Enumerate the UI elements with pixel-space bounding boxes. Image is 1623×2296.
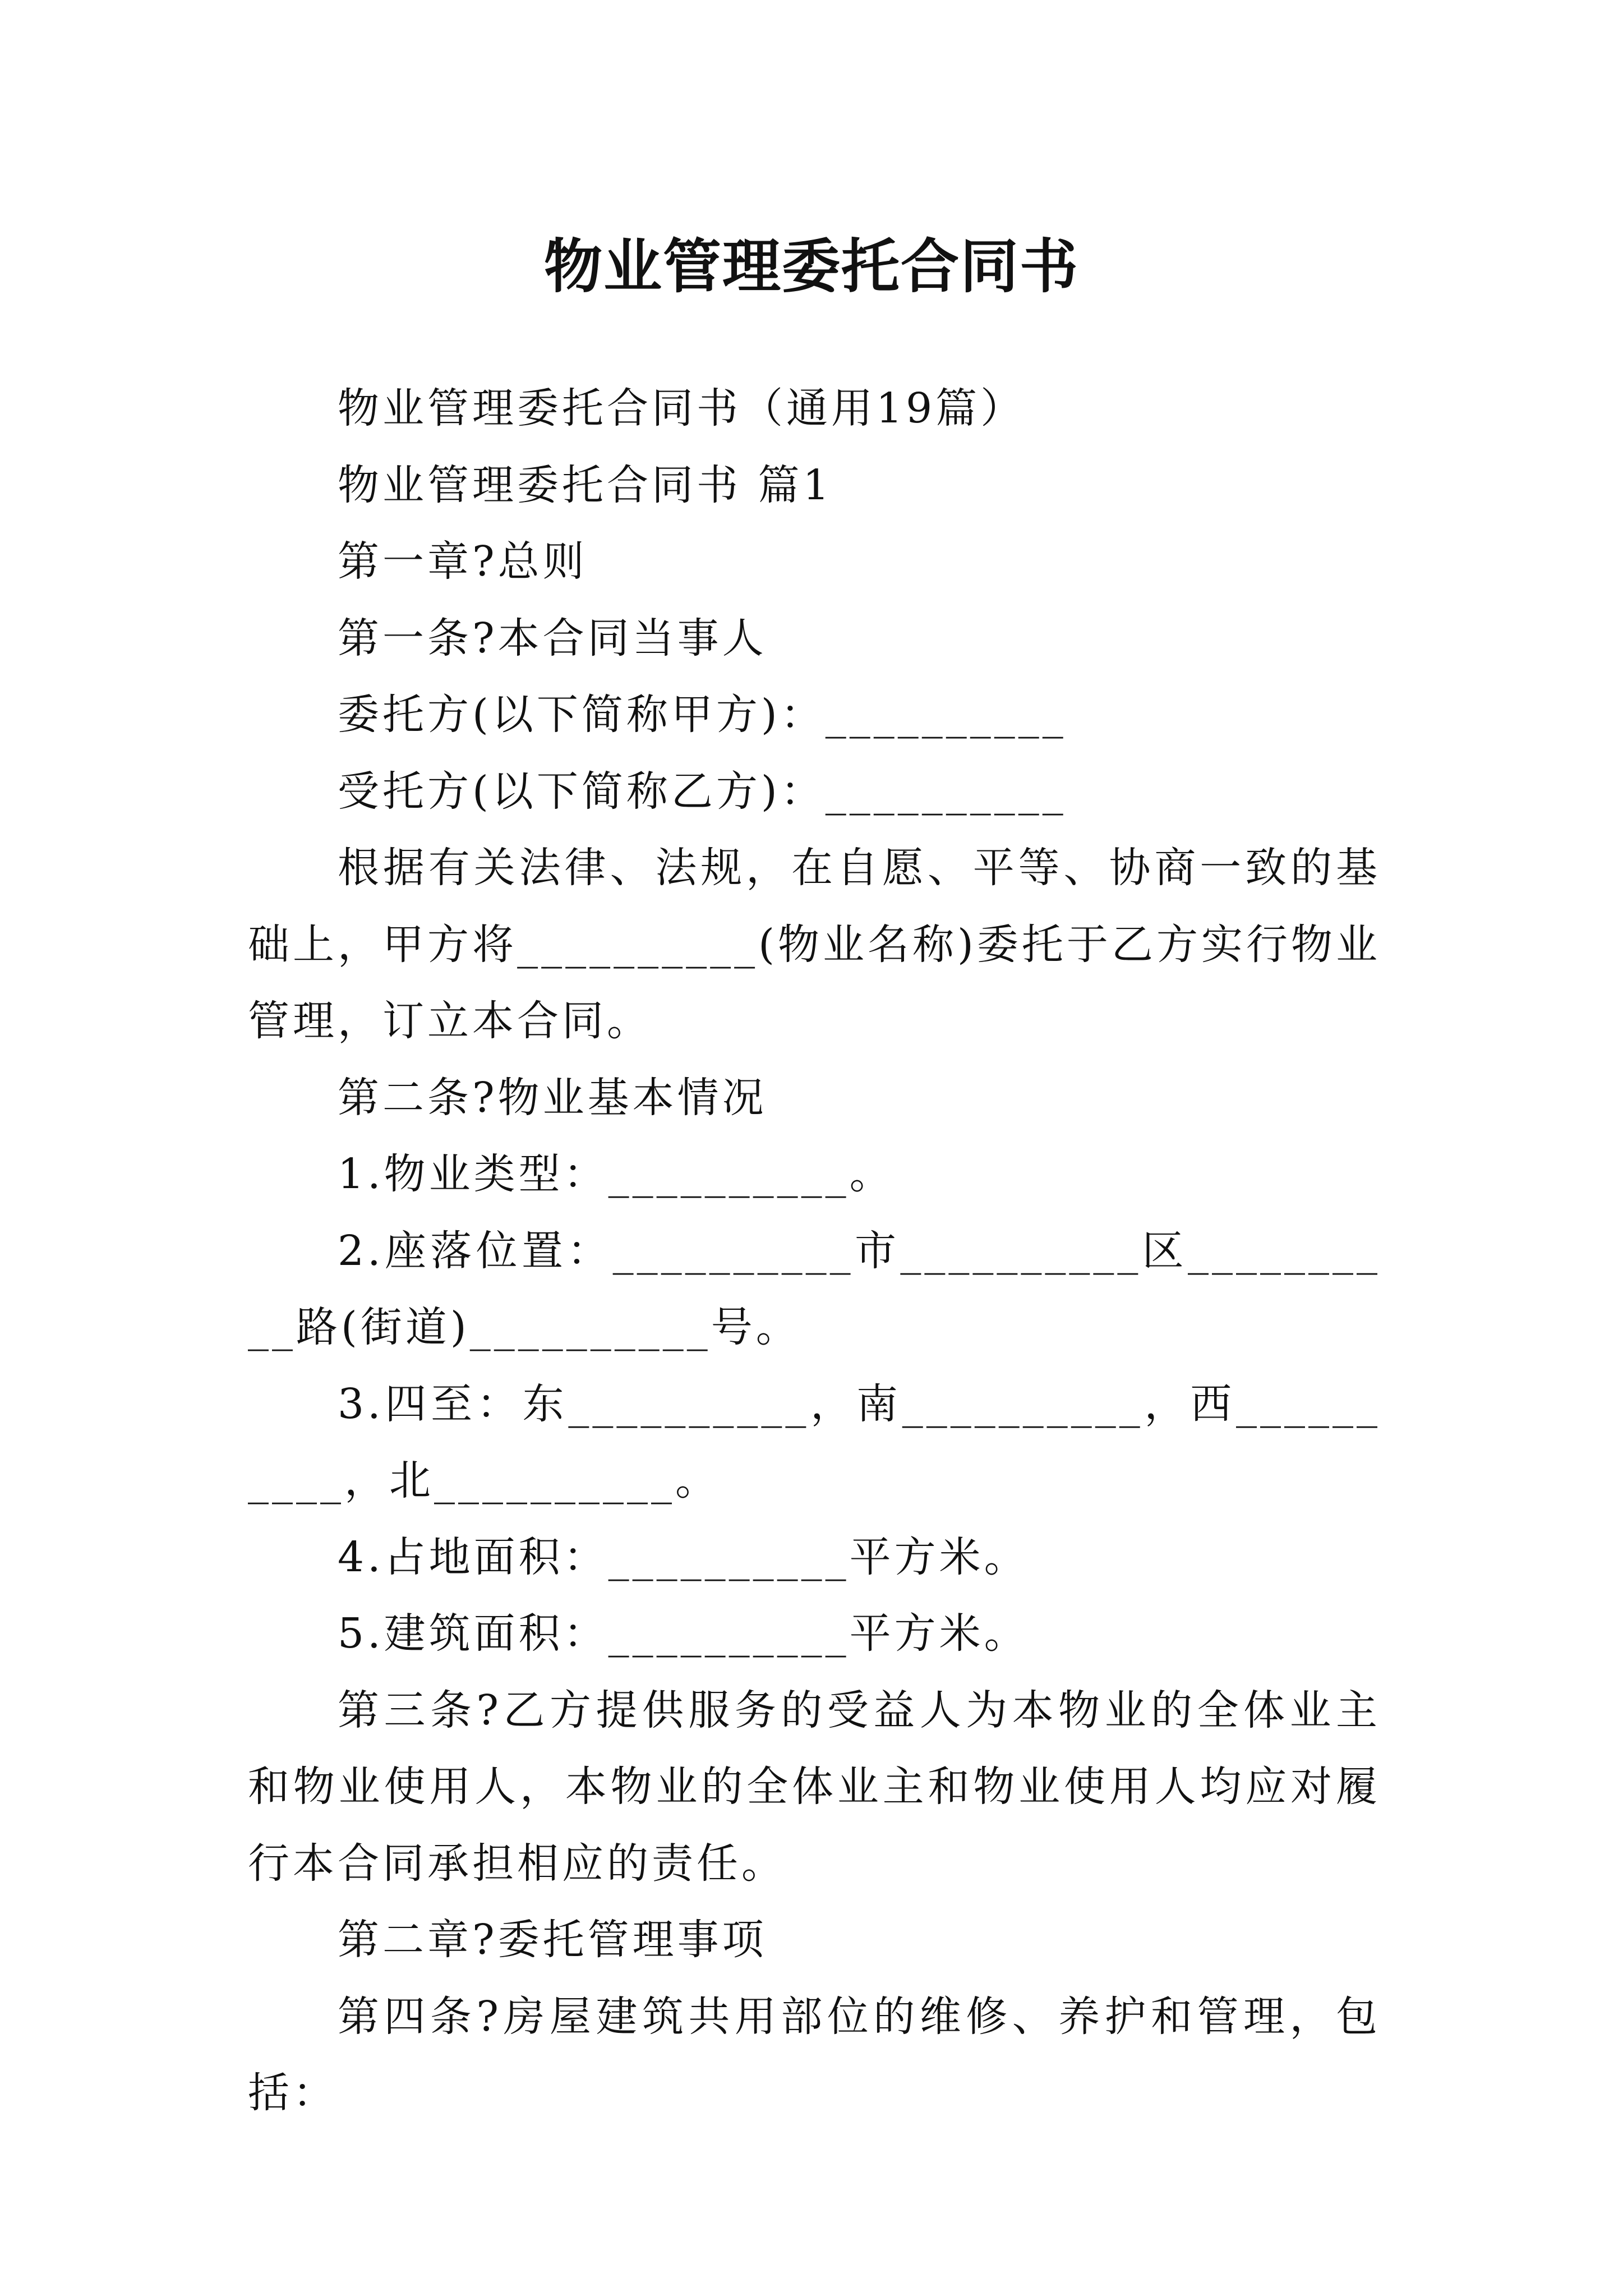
article-heading: 第四条?房屋建筑共用部位的维修、养护和管理，包括： <box>248 1992 1381 2117</box>
party-b-line: 受托方(以下简称乙方)：__________ <box>338 767 1067 816</box>
property-type-line: 1.物业类型：__________。 <box>338 1150 895 1198</box>
boundaries-line: 3.四至：东__________，南__________，西__________，北__________。 <box>248 1379 1381 1504</box>
document-body <box>248 370 1381 2132</box>
paragraph: 第三条?乙方提供服务的受益人为本物业的全体业主和物业使用人，本物业的全体业主和物业使用人均应对履行本合同承担相应的责任。 <box>248 1686 1381 1888</box>
article-heading: 第一条?本合同当事人 <box>338 614 767 662</box>
chapter-heading: 第一章?总则 <box>338 537 588 586</box>
subtitle-line: 物业管理委托合同书（通用19篇） <box>338 384 1026 432</box>
location-line: 2.座落位置：__________市__________区__________路(街道)__________号。 <box>248 1226 1381 1351</box>
article-heading: 第二条?物业基本情况 <box>338 1073 767 1122</box>
document-title: 物业管理委托合同书 <box>543 231 1079 301</box>
chapter-heading: 第二章?委托管理事项 <box>338 1916 767 1964</box>
section-heading: 物业管理委托合同书 篇1 <box>338 461 833 509</box>
paragraph: 根据有关法律、法规，在自愿、平等、协商一致的基础上，甲方将__________(物业名称)委托于乙方实行物业管理，订立本合同。 <box>248 844 1381 1045</box>
party-a-line: 委托方(以下简称甲方)：__________ <box>338 691 1067 739</box>
building-area-line: 5.建筑面积：__________平方米。 <box>338 1609 1029 1658</box>
land-area-line: 4.占地面积：__________平方米。 <box>338 1533 1029 1581</box>
